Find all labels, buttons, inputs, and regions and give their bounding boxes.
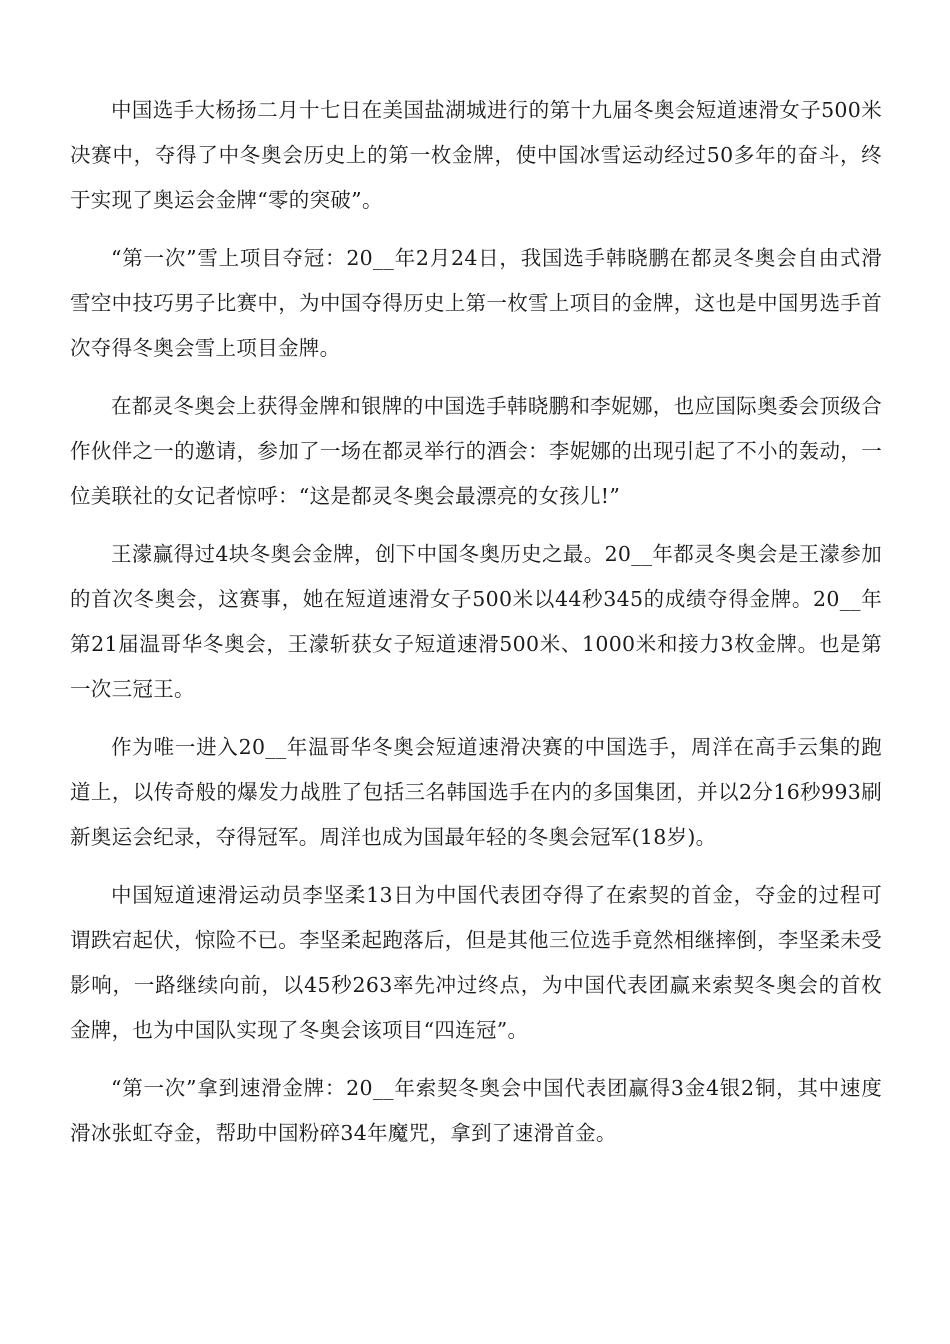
paragraph-zhou-yang: 作为唯一进入20__年温哥华冬奥会短道速滑决赛的中国选手，周洋在高手云集的跑道上，以传奇般的爆发力战胜了包括三名韩国选手在内的多国集团，并以2分16秒993刷新奥运会纪录，夺得冠军。周洋也成为国最年轻的冬奥会冠军(18岁)。 <box>70 735 882 849</box>
paragraph-han-xiaopeng: “第一次”雪上项目夺冠：20__年2月24日，我国选手韩晓鹏在都灵冬奥会自由式滑雪空中技巧男子比赛中，为中国夺得历史上第一枚雪上项目的金牌，这也是中国男选手首次夺得冬奥会雪上项目金牌。 <box>70 246 882 360</box>
paragraph-wang-meng: 王濛赢得过4块冬奥会金牌，创下中国冬奥历史之最。20__年都灵冬奥会是王濛参加的首次冬奥会，这赛事，她在短道速滑女子500米以44秒345的成绩夺得金牌。20__年第21届温哥华冬奥会，王濛斩获女子短道速滑500米、1000米和接力3枚金牌。也是第一次三冠王。 <box>70 542 882 701</box>
paragraph-li-nina: 在都灵冬奥会上获得金牌和银牌的中国选手韩晓鹏和李妮娜，也应国际奥委会顶级合作伙伴之一的邀请，参加了一场在都灵举行的酒会：李妮娜的出现引起了不小的轰动，一位美联社的女记者惊呼：“这是都灵冬奥会最漂亮的女孩儿!” <box>70 394 882 508</box>
paragraph-zhang-hong: “第一次”拿到速滑金牌：20__年索契冬奥会中国代表团赢得3金4银2铜，其中速度滑冰张虹夺金，帮助中国粉碎34年魔咒，拿到了速滑首金。 <box>70 1076 882 1145</box>
document-body <box>70 88 882 1169</box>
paragraph-li-jianrou: 中国短道速滑运动员李坚柔13日为中国代表团夺得了在索契的首金，夺金的过程可谓跌宕起伏，惊险不已。李坚柔起跑落后，但是其他三位选手竟然相继摔倒，李坚柔未受影响，一路继续向前，以45秒263率先冲过终点，为中国代表团赢来索契冬奥会的首枚金牌，也为中国队实现了冬奥会该项目“四连冠”。 <box>70 883 882 1042</box>
paragraph-yang-yang: 中国选手大杨扬二月十七日在美国盐湖城进行的第十九届冬奥会短道速滑女子500米决赛中，夺得了中冬奥会历史上的第一枚金牌，使中国冰雪运动经过50多年的奋斗，终于实现了奥运会金牌“零的突破”。 <box>70 98 882 212</box>
